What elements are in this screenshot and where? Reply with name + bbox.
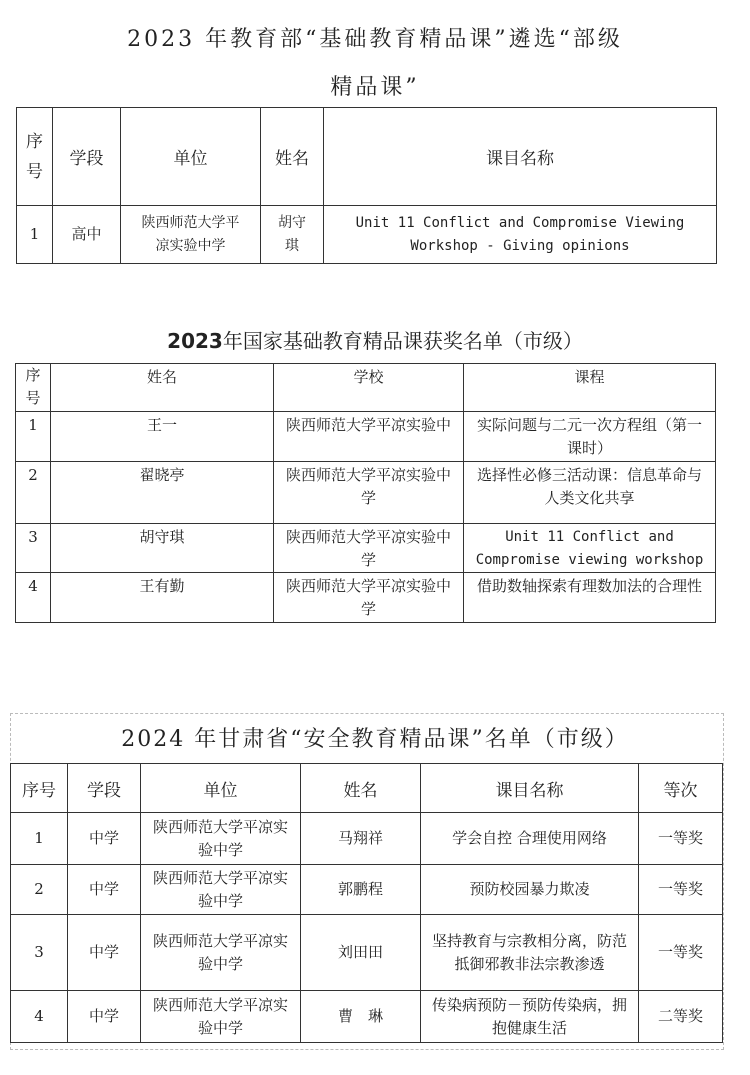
cell-stage: 中学: [68, 813, 141, 865]
cell-course: 预防校园暴力欺凌: [421, 865, 639, 915]
section2-title-text: 年国家基础教育精品课获奖名单（市级）: [222, 329, 583, 353]
section2-title: [0, 325, 750, 354]
cell-no: 1: [11, 813, 68, 865]
table-header-row: [16, 364, 716, 412]
header-grade: 等次: [639, 764, 723, 813]
header-stage: 学段: [53, 108, 121, 206]
cell-unit: 陕西师范大学平凉实验中学: [121, 206, 261, 264]
cell-course: 学会自控 合理使用网络: [421, 813, 639, 865]
cell-grade: 一等奖: [639, 813, 723, 865]
cell-grade: 一等奖: [639, 865, 723, 915]
table-header-row: [11, 764, 723, 813]
header-unit: 单位: [121, 108, 261, 206]
header-course: 课目名称: [421, 764, 639, 813]
cell-name: 胡守琪: [51, 524, 274, 573]
cell-name: 王一: [51, 412, 274, 462]
cell-course: 坚持教育与宗教相分离，防范抵御邪教非法宗教渗透: [421, 915, 639, 991]
cell-unit: 陕西师范大学平凉实验中学: [141, 865, 301, 915]
cell-unit: 陕西师范大学平凉实验中学: [141, 991, 301, 1043]
section2-title-year: 2023: [167, 329, 223, 353]
section3-table: [10, 763, 723, 1043]
cell-course: Unit 11 Conflict and Compromise Viewing Workshop - Giving opinions: [324, 206, 717, 264]
table-row: [16, 412, 716, 462]
cell-no: 4: [16, 573, 51, 623]
cell-stage: 高中: [53, 206, 121, 264]
cell-no: 2: [16, 462, 51, 524]
header-name: 姓名: [261, 108, 324, 206]
table-row: [16, 462, 716, 524]
header-course: 课目名称: [324, 108, 717, 206]
cell-stage: 中学: [68, 915, 141, 991]
cell-grade: 一等奖: [639, 915, 723, 991]
cell-no: 4: [11, 991, 68, 1043]
header-no: 序号: [11, 764, 68, 813]
table-row: [11, 991, 723, 1043]
cell-stage: 中学: [68, 865, 141, 915]
cell-no: 3: [16, 524, 51, 573]
cell-unit: 陕西师范大学平凉实验中学: [141, 813, 301, 865]
cell-course: 传染病预防－预防传染病，拥抱健康生活: [421, 991, 639, 1043]
cell-name: 王有勤: [51, 573, 274, 623]
cell-school: 陕西师范大学平凉实验中学: [274, 524, 464, 573]
cell-no: 2: [11, 865, 68, 915]
cell-name: 曹 琳: [301, 991, 421, 1043]
table-row: [17, 206, 717, 264]
cell-name: 胡守琪: [261, 206, 324, 264]
cell-course: 选择性必修三活动课：信息革命与人类文化共享: [464, 462, 716, 524]
table-header-row: [17, 108, 717, 206]
section1-table: [16, 107, 717, 264]
section2-table: [15, 363, 716, 623]
cell-course: 借助数轴探索有理数加法的合理性: [464, 573, 716, 623]
cell-no: 3: [11, 915, 68, 991]
cell-unit: 陕西师范大学平凉实验中学: [141, 915, 301, 991]
cell-name: 马翔祥: [301, 813, 421, 865]
cell-no: 1: [17, 206, 53, 264]
cell-stage: 中学: [68, 991, 141, 1043]
cell-course: 实际问题与二元一次方程组（第一课时）: [464, 412, 716, 462]
header-no: 序号: [16, 364, 51, 412]
table-row: [11, 813, 723, 865]
table-row: [11, 915, 723, 991]
header-no: 序号: [17, 108, 53, 206]
cell-name: 郭鹏程: [301, 865, 421, 915]
header-school: 学校: [274, 364, 464, 412]
table-row: [11, 865, 723, 915]
section1-title-line2: 精品课”: [330, 75, 420, 100]
table-row: [16, 524, 716, 573]
header-unit: 单位: [141, 764, 301, 813]
section1-title-line1: 2023 年教育部“基础教育精品课”遴选“部级: [127, 27, 623, 52]
section3-title: 2024 年甘肃省“安全教育精品课”名单（市级）: [121, 727, 629, 752]
cell-school: 陕西师范大学平凉实验中学: [274, 462, 464, 524]
cell-no: 1: [16, 412, 51, 462]
cell-school: 陕西师范大学平凉实验中学: [274, 573, 464, 623]
header-name: 姓名: [301, 764, 421, 813]
table-row: [16, 573, 716, 623]
cell-name: 翟晓亭: [51, 462, 274, 524]
cell-name: 刘田田: [301, 915, 421, 991]
header-course: 课程: [464, 364, 716, 412]
cell-grade: 二等奖: [639, 991, 723, 1043]
header-stage: 学段: [68, 764, 141, 813]
cell-course: Unit 11 Conflict and Compromise viewing workshop: [464, 524, 716, 573]
header-name: 姓名: [51, 364, 274, 412]
cell-school: 陕西师范大学平凉实验中: [274, 412, 464, 462]
